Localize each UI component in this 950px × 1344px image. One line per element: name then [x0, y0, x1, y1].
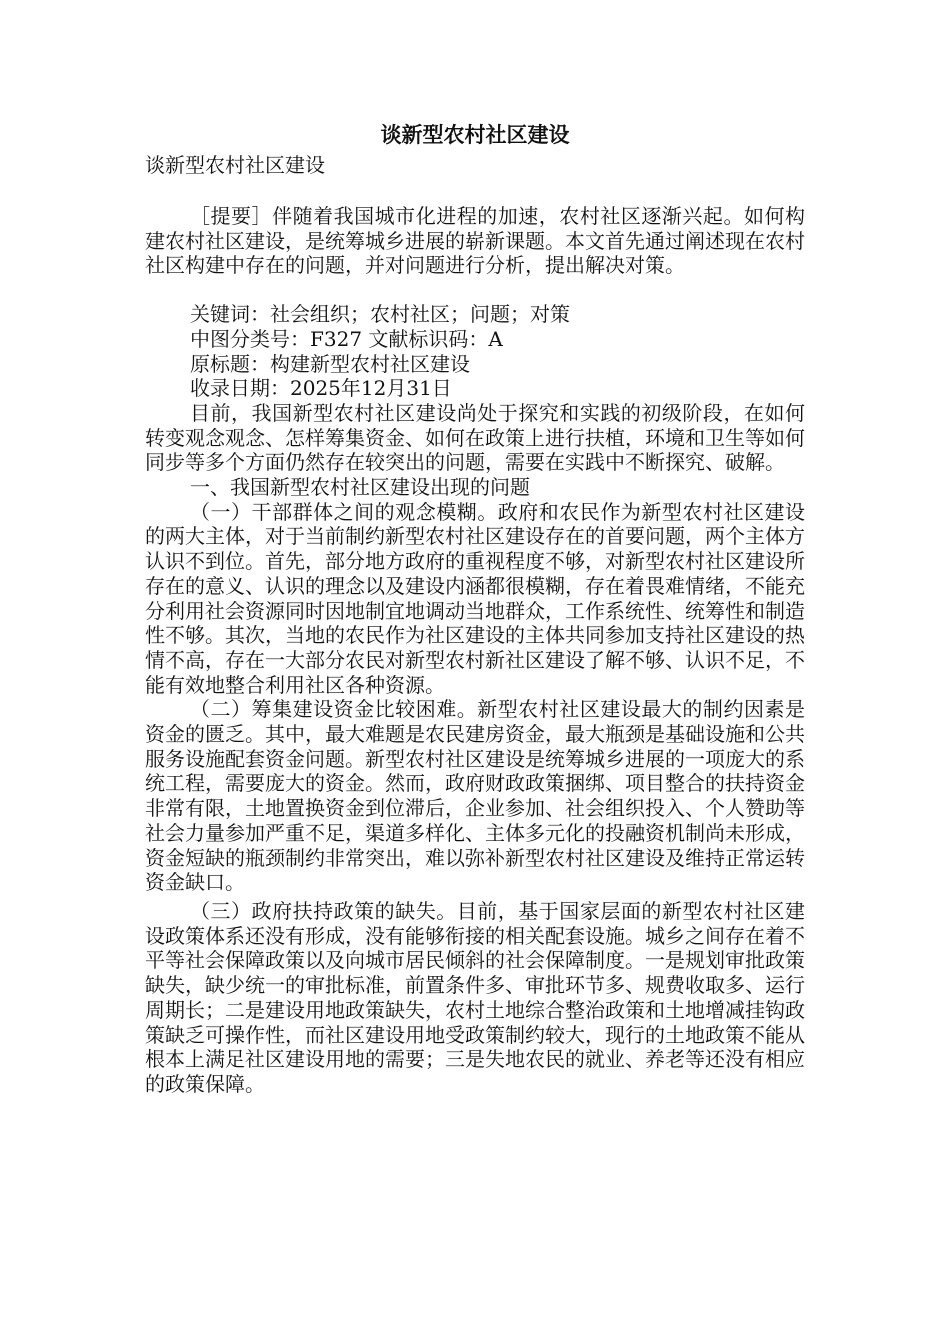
document-title: 谈新型农村社区建设	[380, 122, 570, 147]
metadata-block	[145, 302, 805, 401]
body-paragraph-1: （一）干部群体之间的观念模糊。政府和农民作为新型农村社区建设的两大主体，对于当前制约新型农村社区建设存在的首要问题，两个主体方认识不到位。首先，部分地方政府的重视程度不够，对新型农村社区建设所存在的意义、认识的理念以及建设内涵都很模糊，存在着畏难情绪，不能充分利用社会资源同时因地制宜地调动当地群众，工作系统性、统筹性和制造性不够。其次，当地的农民作为社区建设的主体共同参加支持社区建设的热情不高，存在一大部分农民对新型农村新社区建设了解不够、认识不足，不能有效地整合利用社区各种资源。	[145, 499, 805, 697]
body-paragraph-3: （三）政府扶持政策的缺失。目前，基于国家层面的新型农村社区建设政策体系还没有形成，没有能够衔接的相关配套设施。城乡之间存在着不平等社会保障政策以及向城市居民倾斜的社会保障制度。一是规划审批政策缺失，缺少统一的审批标准，前置条件多、审批环节多、规费收取多、运行周期长；二是建设用地政策缺失，农村土地综合整治政策和土地增减挂钩政策缺乏可操作性，而社区建设用地受政策制约较大，现行的土地政策不能从根本上满足社区建设用地的需要；三是失地农民的就业、养老等还没有相应的政策保障。	[145, 898, 805, 1096]
document-subtitle: 谈新型农村社区建设	[145, 153, 325, 177]
original-title-line: 原标题：构建新型农村社区建设	[190, 351, 470, 376]
abstract-paragraph: ［提要］伴随着我国城市化进程的加速，农村社区逐渐兴起。如何构建农村社区建设，是统筹城乡进展的崭新课题。本文首先通过阐述现在农村社区构建中存在的问题，并对问题进行分析，提出解决对策。	[145, 204, 805, 278]
classification-line: 中图分类号：F327 文献标识码：A	[190, 326, 503, 351]
document-page	[145, 118, 805, 1097]
received-date-line: 收录日期：2025年12月31日	[190, 376, 452, 401]
body-paragraph-2: （二）筹集建设资金比较困难。新型农村社区建设最大的制约因素是资金的匮乏。其中，最大难题是农民建房资金，最大瓶颈是基础设施和公共服务设施配套资金问题。新型农村社区建设是统筹城乡进展的一项庞大的系统工程，需要庞大的资金。然而，政府财政政策捆绑、项目整合的扶持资金非常有限，土地置换资金到位滞后，企业参加、社会组织投入、个人赞助等社会力量参加严重不足，渠道多样化、主体多元化的投融资机制尚未形成，资金短缺的瓶颈制约非常突出，难以弥补新型农村社区建设及维持正常运转资金缺口。	[145, 697, 805, 895]
section-heading: 一、我国新型农村社区建设出现的问题	[190, 475, 530, 500]
intro-paragraph: 目前，我国新型农村社区建设尚处于探究和实践的初级阶段，在如何转变观念观念、怎样筹集资金、如何在政策上进行扶植，环境和卫生等如何同步等多个方面仍然存在较突出的问题，需要在实践中不断探究、破解。	[145, 400, 805, 475]
keywords-line: 关键词：社会组织；农村社区；问题；对策	[190, 302, 570, 327]
